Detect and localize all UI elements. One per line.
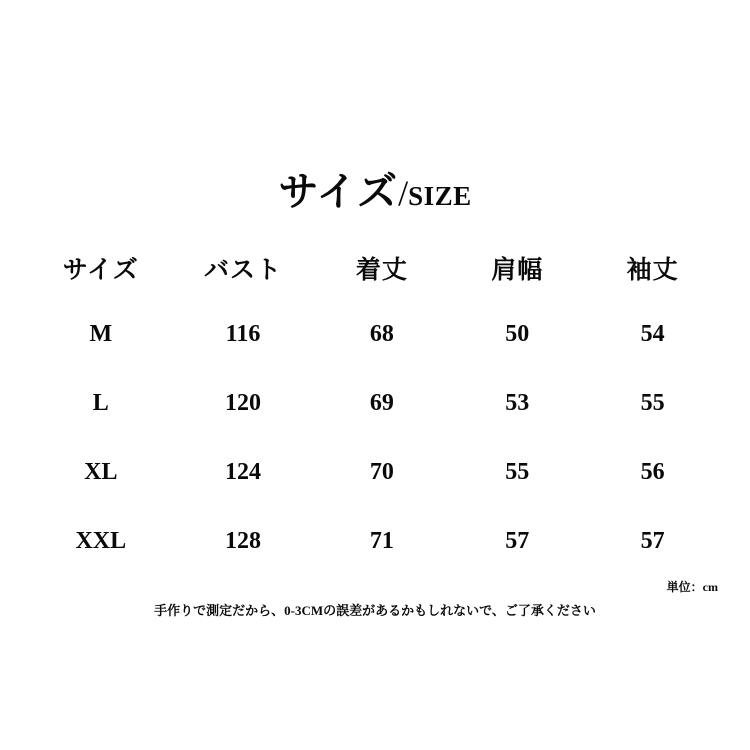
cell-size-xxl: XXL (75, 528, 127, 554)
page-title-separator: / (398, 173, 409, 213)
table-row (28, 507, 722, 576)
unit-note: 単位：cm (666, 580, 718, 594)
table-row (28, 438, 722, 507)
column-header-shoulder: 肩幅 (491, 257, 544, 284)
cell-length-xxl: 71 (369, 528, 394, 554)
page-title-japanese: サイズ (278, 169, 399, 214)
cell-shoulder-m: 50 (505, 321, 530, 347)
cell-bust-l: 120 (225, 390, 262, 416)
page-title (0, 160, 750, 217)
cell-sleeve-m: 54 (640, 321, 665, 347)
cell-size-xl: XL (84, 459, 118, 485)
cell-bust-xxl: 128 (225, 528, 262, 554)
cell-shoulder-l: 53 (505, 390, 530, 416)
table-row (28, 300, 722, 369)
cell-bust-xl: 124 (225, 459, 262, 485)
cell-sleeve-xxl: 57 (640, 528, 665, 554)
measurement-disclaimer: 手作りで測定だから、0-3CMの誤差があるかもしれないで、ご了承ください (154, 603, 596, 618)
column-header-size: サイズ (62, 257, 139, 284)
page-title-english: SIZE (408, 181, 472, 211)
column-header-sleeve: 袖丈 (626, 257, 679, 284)
column-header-length: 着丈 (355, 257, 408, 284)
cell-length-m: 68 (369, 321, 394, 347)
cell-length-xl: 70 (369, 459, 394, 485)
size-table (28, 236, 722, 576)
cell-bust-m: 116 (225, 321, 261, 347)
size-table-body (28, 300, 722, 576)
cell-length-l: 69 (369, 390, 394, 416)
column-header-bust: バスト (204, 257, 283, 284)
size-table-head (28, 236, 722, 300)
cell-size-m: M (89, 321, 113, 347)
cell-sleeve-xl: 56 (640, 459, 665, 485)
table-row (28, 369, 722, 438)
cell-sleeve-l: 55 (640, 390, 665, 416)
cell-size-l: L (92, 390, 109, 416)
cell-shoulder-xxl: 57 (505, 528, 530, 554)
cell-shoulder-xl: 55 (505, 459, 530, 485)
table-header-row (28, 236, 722, 300)
